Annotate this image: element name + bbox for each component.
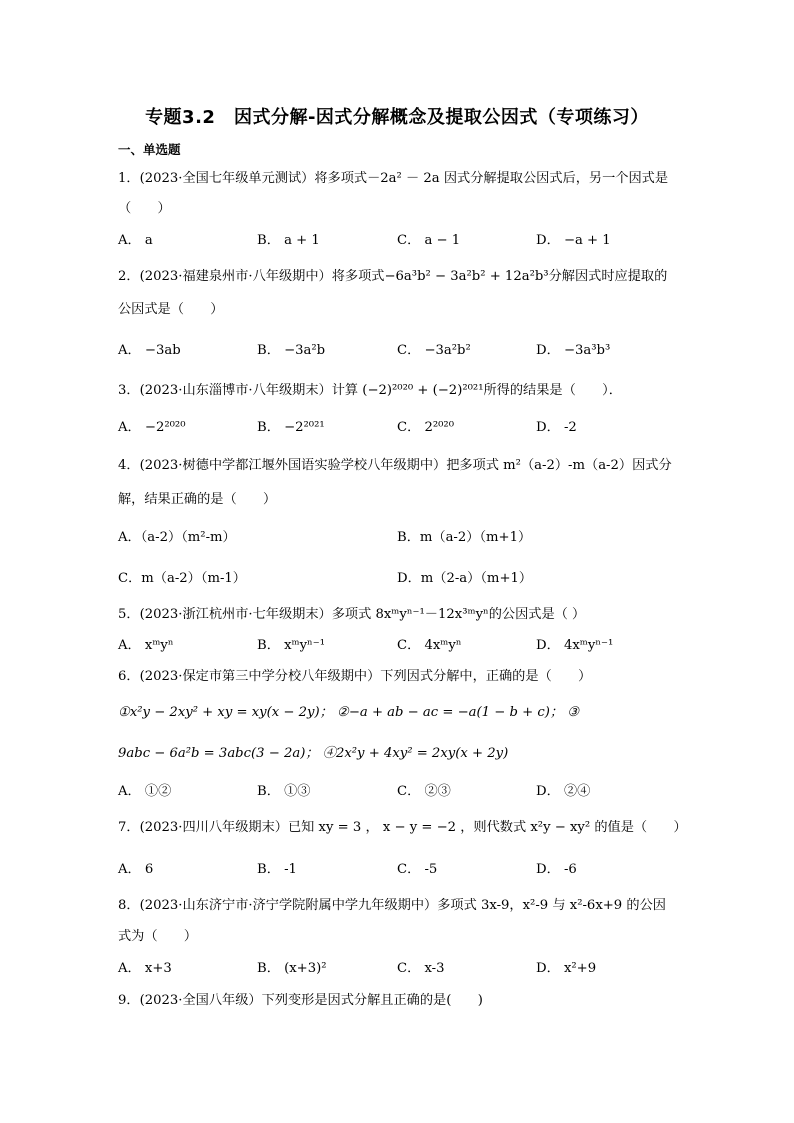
q4-stem-line1: 4．(2023·树德中学都江堰外国语实验学校八年级期中）把多项式 m²（a-2）-m（a-2）因式分 xyxy=(118,458,672,473)
q3-option-c: C． 2²⁰²⁰ xyxy=(397,420,455,435)
page-title: 专题3.2 因式分解-因式分解概念及提取公因式（专项练习） xyxy=(145,107,649,128)
q1-option-b: B． a + 1 xyxy=(257,233,320,248)
q2-option-d: D． −3a³b³ xyxy=(536,343,611,358)
q7-stem-line1: 7．(2023·四川八年级期末）已知 xy = 3 ， x − y = −2 ，则代数式 x²y − xy² 的值是（ ） xyxy=(118,820,687,835)
q6-option-b: B． ①③ xyxy=(257,784,311,799)
q3-option-a: A． −2²⁰²⁰ xyxy=(118,420,186,435)
q7-option-c: C． -5 xyxy=(397,862,438,877)
q4-option-b: B．m（a-2）（m+1） xyxy=(397,530,532,545)
q8-option-a: A． x+3 xyxy=(118,961,172,976)
q6-equations-line2: 9abc − 6a²b = 3abc(3 − 2a)； ④2x²y + 4xy² = 2xy(x + 2y) xyxy=(118,746,509,761)
q6-option-c: C． ②③ xyxy=(397,784,451,799)
q1-option-d: D． −a + 1 xyxy=(536,233,611,248)
q8-stem-line1: 8．(2023·山东济宁市·济宁学院附属中学九年级期中）多项式 3x-9，x²-9 与 x²-6x+9 的公因 xyxy=(118,898,666,913)
q5-stem-line1: 5．(2023·浙江杭州市·七年级期末）多项式 8xᵐyⁿ⁻¹－12x³ᵐyⁿ的公因式是（ ） xyxy=(118,607,586,622)
q7-option-b: B． -1 xyxy=(257,862,297,877)
q1-option-a: A． a xyxy=(118,233,153,248)
q4-option-c: C．m（a-2）（m-1） xyxy=(118,571,246,586)
q3-option-b: B． −2²⁰²¹ xyxy=(257,420,325,435)
q4-stem-line2: 解，结果正确的是（ ） xyxy=(118,492,277,507)
q8-option-d: D． x²+9 xyxy=(536,961,597,976)
q8-option-c: C． x-3 xyxy=(397,961,445,976)
q7-option-d: D． -6 xyxy=(536,862,577,877)
q6-equations-line1: ①x²y − 2xy² + xy = xy(x − 2y)； ②−a + ab − ac = −a(1 − b + c)； ③ xyxy=(118,705,580,720)
q9-stem-line1: 9．(2023·全国八年级）下列变形是因式分解且正确的是( ) xyxy=(118,993,483,1008)
q3-stem-line1: 3．(2023·山东淄博市·八年级期末）计算 (−2)²⁰²⁰ + (−2)²⁰²¹所得的结果是（ ）． xyxy=(118,383,622,398)
q1-stem-line1: 1．(2023·全国七年级单元测试）将多项式－2a² － 2a 因式分解提取公因式后，另一个因式是 xyxy=(118,171,669,186)
section-heading: 一、单选题 xyxy=(118,142,181,157)
q4-option-d: D．m（2-a）（m+1） xyxy=(397,571,533,586)
q2-stem-line2: 公因式是（ ） xyxy=(118,302,224,317)
q5-option-b: B． xᵐyⁿ⁻¹ xyxy=(257,638,325,653)
q2-stem-line1: 2．(2023·福建泉州市·八年级期中）将多项式−6a³b² − 3a²b² + 12a²b³分解因式时应提取的 xyxy=(118,269,668,284)
q8-option-b: B． (x+3)² xyxy=(257,961,327,976)
q5-option-d: D． 4xᵐyⁿ⁻¹ xyxy=(536,638,614,653)
q4-option-a: A．（a-2）（m²-m） xyxy=(118,530,236,545)
q2-option-b: B． −3a²b xyxy=(257,343,326,358)
q7-option-a: A． 6 xyxy=(118,862,154,877)
q6-option-d: D． ②④ xyxy=(536,784,591,799)
q2-option-a: A． −3ab xyxy=(118,343,181,358)
q6-option-a: A． ①② xyxy=(118,784,172,799)
q1-option-c: C． a − 1 xyxy=(397,233,461,248)
q5-option-c: C． 4xᵐyⁿ xyxy=(397,638,462,653)
q1-stem-line2: （ ） xyxy=(118,201,171,216)
q2-option-c: C． −3a²b² xyxy=(397,343,471,358)
q8-stem-line2: 式为（ ） xyxy=(118,929,198,944)
q3-option-d: D． -2 xyxy=(536,420,577,435)
q5-option-a: A． xᵐyⁿ xyxy=(118,638,174,653)
q6-stem-line1: 6．(2023·保定市第三中学分校八年级期中）下列因式分解中，正确的是（ ） xyxy=(118,669,592,684)
